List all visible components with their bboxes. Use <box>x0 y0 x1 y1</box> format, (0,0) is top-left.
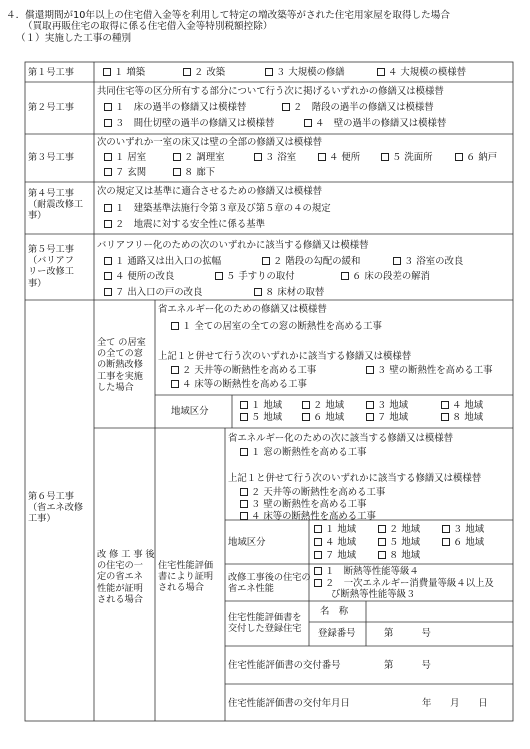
checkbox-item[interactable]: ２ 地震に対する安全性に係る基準 <box>104 219 265 230</box>
case-b-subtitle: 上記１と併せて行う次のいずれかに該当する修繕又は模様替 <box>228 473 482 484</box>
checkbox-square[interactable] <box>104 153 112 161</box>
checkbox-item[interactable]: ４ 便所 <box>318 152 360 163</box>
checkbox-square[interactable] <box>441 401 449 409</box>
checkbox-item[interactable]: ４ 床等の断熱性を高める工事 <box>171 379 307 390</box>
checkbox-square[interactable] <box>262 257 270 265</box>
checkbox-square[interactable] <box>173 153 181 161</box>
checkbox-square[interactable] <box>240 500 248 508</box>
checkbox-square[interactable] <box>254 153 262 161</box>
checkbox-square[interactable] <box>104 272 112 280</box>
checkbox-item[interactable]: ４ 床等の断熱性を高める工事 <box>240 511 376 522</box>
section-title: （１）実施した工事の種別 <box>16 33 132 44</box>
agency-name-label: 名 称 <box>320 606 349 617</box>
checkbox-item[interactable]: ２ 天井等の断熱性を高める工事 <box>171 365 316 376</box>
checkbox-square[interactable] <box>314 567 322 575</box>
row-description: 共同住宅等の区分所有する部分について行う次に掲げるいずれかの修繕又は模様替 <box>97 86 444 97</box>
checkbox-square[interactable] <box>314 551 322 559</box>
checkbox-item[interactable]: １ 居室 <box>104 152 146 163</box>
checkbox-square[interactable] <box>173 168 181 176</box>
checkbox-square[interactable] <box>302 413 310 421</box>
certificate-date-label: 住宅性能評価書の交付年月日 <box>228 698 350 709</box>
checkbox-square[interactable] <box>381 153 389 161</box>
checkbox-item[interactable]: ３ 壁の断熱性を高める工事 <box>366 365 492 376</box>
energy-performance-label: 改修工事後の住宅の 省エネ性能 <box>228 572 311 595</box>
checkbox-item[interactable]: ４ 壁の過半の修繕又は模様替 <box>304 118 446 129</box>
checkbox-item[interactable]: ３ 大規模の修繕 <box>265 67 345 78</box>
checkbox-item[interactable]: １ 地域 <box>314 524 356 535</box>
checkbox-item[interactable]: ８ 地域 <box>441 412 483 423</box>
case-a-subtitle: 上記１と併せて行う次のいずれかに該当する修繕又は模様替 <box>158 351 412 362</box>
checkbox-item[interactable]: ２ 調理室 <box>173 152 224 163</box>
row-label-6: 第６号工事 （省エネ改修 工事） <box>28 491 84 525</box>
checkbox-square[interactable] <box>314 579 322 587</box>
checkbox-square[interactable] <box>304 119 312 127</box>
checkbox-square[interactable] <box>240 512 248 520</box>
checkbox-item[interactable]: ８ 廊下 <box>173 167 215 178</box>
perf2-continuation: び断熱等性能等級３ <box>331 589 416 600</box>
registration-number-field[interactable]: 第 号 <box>384 628 431 639</box>
checkbox-square[interactable] <box>104 119 112 127</box>
checkbox-item[interactable]: ３ 間仕切壁の過半の修繕又は模様替 <box>104 118 274 129</box>
case-b-title: 省エネルギー化のための次に該当する修繕又は模様替 <box>228 433 454 444</box>
checkbox-item[interactable]: ５ 手すりの取付 <box>215 271 295 282</box>
checkbox-item[interactable]: ６ 納戸 <box>455 152 497 163</box>
checkbox-square[interactable] <box>254 288 262 296</box>
checkbox-square[interactable] <box>240 488 248 496</box>
checkbox-square[interactable] <box>171 380 179 388</box>
row-label-2: 第２号工事 <box>28 102 74 113</box>
checkbox-item[interactable]: ５ 地域 <box>240 412 282 423</box>
checkbox-square[interactable] <box>378 538 386 546</box>
checkbox-item[interactable]: ６ 床の段差の解消 <box>341 271 430 282</box>
checkbox-item[interactable]: ７ 玄関 <box>104 167 146 178</box>
region-label: 地域区分 <box>228 537 266 548</box>
case-a-title: 省エネルギー化のための修繕又は模様替 <box>158 304 327 315</box>
checkbox-square[interactable] <box>282 103 290 111</box>
checkbox-item[interactable]: ４ 地域 <box>441 400 483 411</box>
case-b-label: 改 修 工 事 後 の住宅の一 定の省エネ 性能が証明 される場合 <box>97 549 155 605</box>
checkbox-square[interactable] <box>240 413 248 421</box>
row-label-5: 第５号工事 （バリアフ リー改修工 事） <box>28 244 74 289</box>
checkbox-square[interactable] <box>104 220 112 228</box>
checkbox-item[interactable]: ５ 地域 <box>378 537 420 548</box>
form-subheading: （買取再販住宅の取得に係る住宅借入金等特別税額控除） <box>23 21 273 32</box>
checkbox-square[interactable] <box>104 257 112 265</box>
checkbox-square[interactable] <box>318 153 326 161</box>
certificate-number-field[interactable]: 第 号 <box>384 660 431 671</box>
checkbox-item[interactable]: ４ 大規模の模様替 <box>377 67 466 78</box>
checkbox-square[interactable] <box>240 401 248 409</box>
checkbox-item[interactable]: １ 地域 <box>240 400 282 411</box>
checkbox-square[interactable] <box>393 257 401 265</box>
region-label: 地域区分 <box>171 406 209 417</box>
checkbox-item[interactable]: ３ 地域 <box>442 524 484 535</box>
checkbox-item[interactable]: ７ 出入口の戸の改良 <box>104 287 202 298</box>
checkbox-square[interactable] <box>171 366 179 374</box>
row-description: バリアフリー化のための次のいずれかに該当する修繕又は模様替 <box>97 240 369 251</box>
checkbox-square[interactable] <box>104 103 112 111</box>
checkbox-item[interactable]: １ 通路又は出入口の拡幅 <box>104 256 221 267</box>
checkbox-square[interactable] <box>302 401 310 409</box>
checkbox-square[interactable] <box>366 401 374 409</box>
checkbox-square[interactable] <box>240 448 248 456</box>
checkbox-square[interactable] <box>171 322 179 330</box>
checkbox-item[interactable]: ４ 地域 <box>314 537 356 548</box>
checkbox-square[interactable] <box>366 413 374 421</box>
checkbox-square[interactable] <box>378 551 386 559</box>
checkbox-square[interactable] <box>314 538 322 546</box>
checkbox-item[interactable]: ２ 地域 <box>378 524 420 535</box>
checkbox-item[interactable]: ８ 床材の取替 <box>254 287 324 298</box>
checkbox-item[interactable]: ３ 浴室の改良 <box>393 256 463 267</box>
checkbox-item[interactable]: ２ 一次エネルギー消費量等級４以上及 <box>314 578 494 589</box>
checkbox-item[interactable]: ５ 洗面所 <box>381 152 432 163</box>
checkbox-item[interactable]: ４ 便所の改良 <box>104 271 174 282</box>
row-label-3: 第３号工事 <box>28 152 74 163</box>
checkbox-square[interactable] <box>378 525 386 533</box>
checkbox-item[interactable]: ３ 地域 <box>366 400 408 411</box>
checkbox-square[interactable] <box>366 366 374 374</box>
checkbox-square[interactable] <box>377 68 385 76</box>
checkbox-item[interactable]: １ 増築 <box>103 67 145 78</box>
checkbox-item[interactable]: ６ 地域 <box>442 537 484 548</box>
checkbox-square[interactable] <box>442 538 450 546</box>
checkbox-item[interactable]: ２ 階段の勾配の緩和 <box>262 256 360 267</box>
checkbox-item[interactable]: ２ 改築 <box>183 67 225 78</box>
checkbox-square[interactable] <box>183 68 191 76</box>
checkbox-item[interactable]: ６ 地域 <box>302 412 344 423</box>
form-heading: ４．償還期間が10年以上の住宅借入金等を利用して特定の増改築等がされた住宅用家屋を取得した場合 <box>6 10 450 21</box>
checkbox-square[interactable] <box>104 204 112 212</box>
checkbox-item[interactable]: ７ 地域 <box>314 550 356 561</box>
checkbox-square[interactable] <box>442 525 450 533</box>
certificate-date-field[interactable]: 年 月 日 <box>422 698 488 709</box>
checkbox-square[interactable] <box>341 272 349 280</box>
row-description: 次の規定又は基準に適合させるための修繕又は模様替 <box>97 186 323 197</box>
checkbox-square[interactable] <box>103 68 111 76</box>
checkbox-square[interactable] <box>104 168 112 176</box>
checkbox-item[interactable]: ２ 天井等の断熱性を高める工事 <box>240 487 385 498</box>
checkbox-item[interactable]: ３ 壁の断熱性を高める工事 <box>240 499 366 510</box>
registration-number-label: 登録番号 <box>318 628 356 639</box>
checkbox-item[interactable]: １ 全ての居室の全ての窓の断熱性を高める工事 <box>171 321 382 332</box>
checkbox-square[interactable] <box>104 288 112 296</box>
checkbox-item[interactable]: １ 建築基準法施行令第３章及び第５章の４の規定 <box>104 203 331 214</box>
case-b-sublabel: 住宅性能評価 書により証明 される場合 <box>158 560 214 594</box>
checkbox-item[interactable]: ３ 浴室 <box>254 152 296 163</box>
row-label-4: 第４号工事 （耐震改修工 事） <box>28 188 84 222</box>
checkbox-square[interactable] <box>455 153 463 161</box>
row-label-1: 第１号工事 <box>28 67 74 78</box>
checkbox-item[interactable]: １ 窓の断熱性を高める工事 <box>240 447 366 458</box>
checkbox-item[interactable]: １ 断熱等性能等級４ <box>314 566 419 577</box>
checkbox-square[interactable] <box>314 525 322 533</box>
row-description: 次のいずれか一室の床又は壁の全部の修繕又は模様替 <box>97 137 323 148</box>
checkbox-item[interactable]: １ 床の過半の修繕又は模様替 <box>104 102 246 113</box>
case-a-label: 全て の居室 の全ての窓 の断熱改修 工事を実施 した場合 <box>97 337 146 393</box>
checkbox-square[interactable] <box>215 272 223 280</box>
checkbox-square[interactable] <box>441 413 449 421</box>
checkbox-item[interactable]: ８ 地域 <box>378 550 420 561</box>
certificate-number-label: 住宅性能評価書の交付番号 <box>228 660 341 671</box>
registered-agency-label: 住宅性能評価書を 交付した登録住宅 <box>228 612 302 635</box>
checkbox-square[interactable] <box>265 68 273 76</box>
checkbox-item[interactable]: ２ 階段の過半の修繕又は模様替 <box>282 102 434 113</box>
checkbox-item[interactable]: ２ 地域 <box>302 400 344 411</box>
checkbox-item[interactable]: ７ 地域 <box>366 412 408 423</box>
